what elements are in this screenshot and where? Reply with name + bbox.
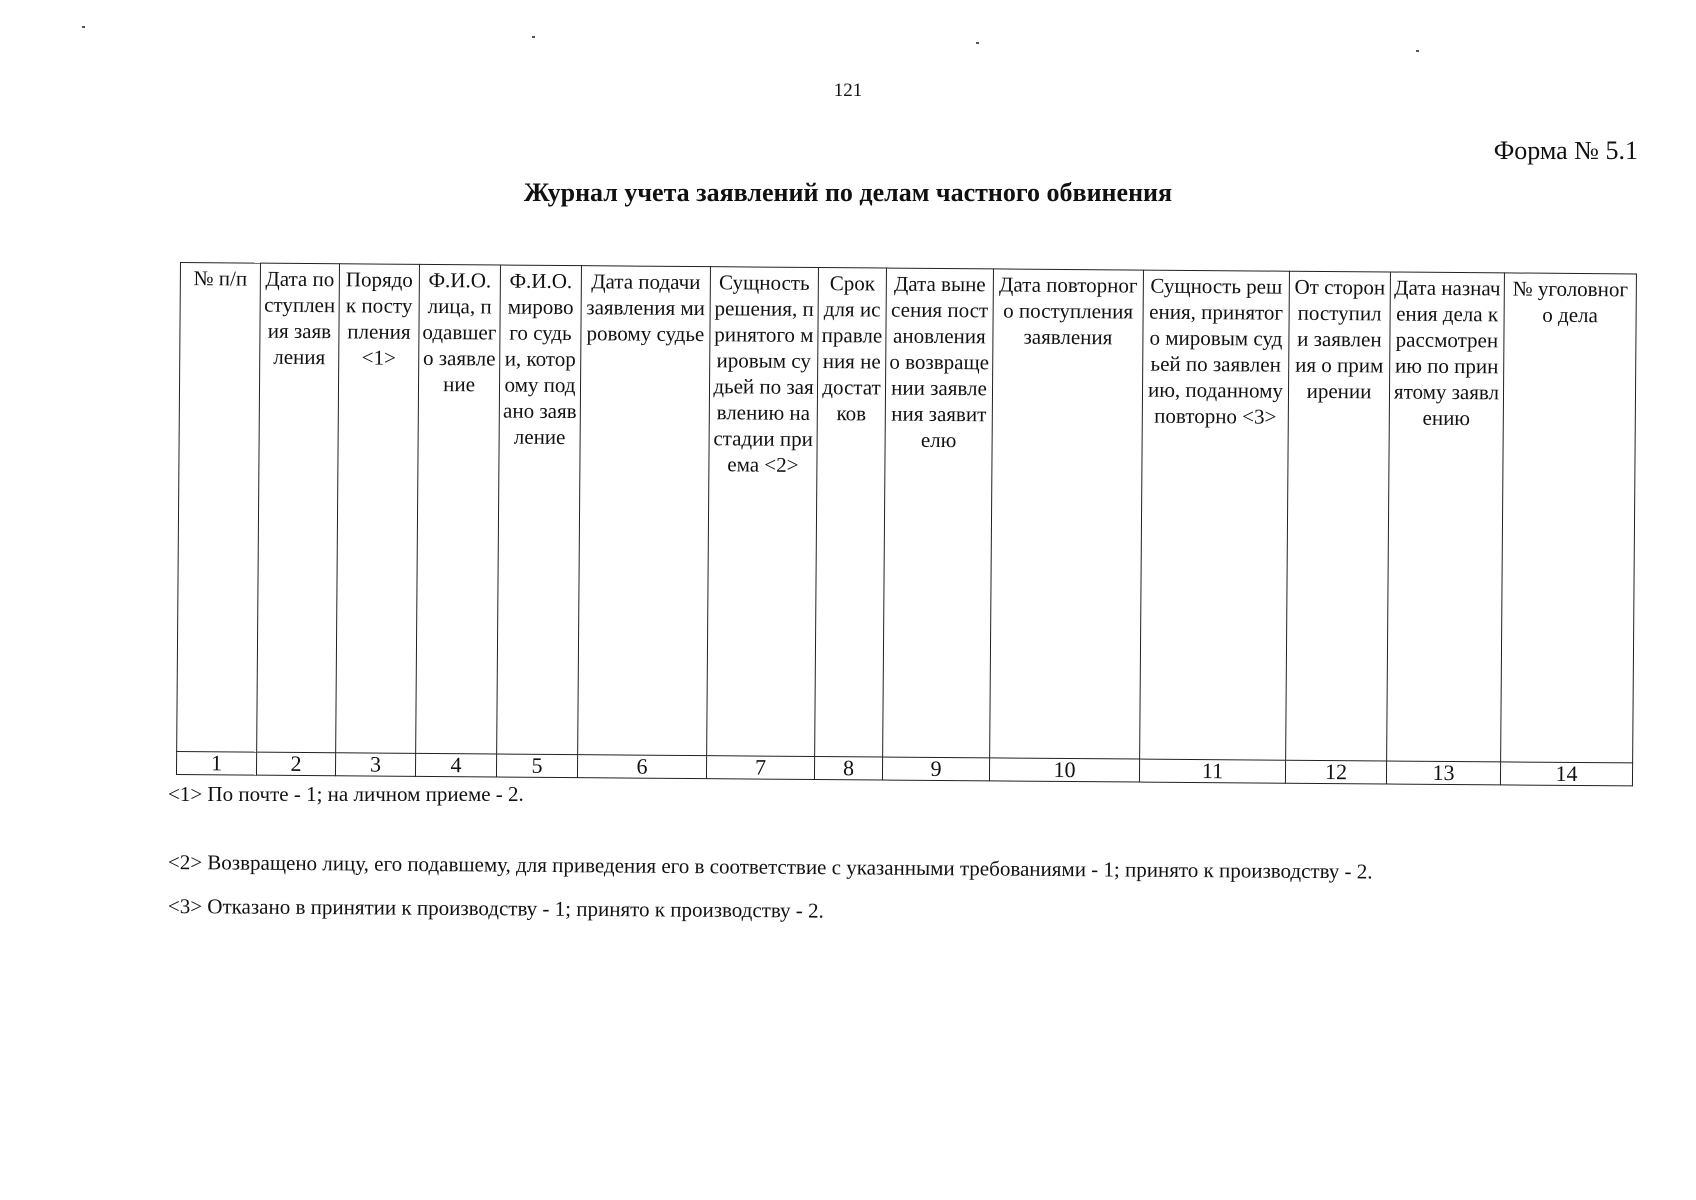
column-header: Ф.И.О. мирового судьи, которому подано заявление xyxy=(497,265,582,755)
column-number: 3 xyxy=(335,753,415,777)
column-number: 9 xyxy=(882,757,989,781)
column-header: От сторон поступили заявления о примирении xyxy=(1286,271,1391,761)
scan-speck xyxy=(1416,50,1419,52)
footnote-2: <2> Возвращено лицу, его подавшему, для приведения его в соответствие с указанными требованиями - 1; принято к производству - 2. xyxy=(167,850,1373,884)
scan-speck xyxy=(976,42,979,44)
column-number: 12 xyxy=(1285,760,1386,784)
page-number: 121 xyxy=(833,80,863,101)
column-number: 8 xyxy=(814,756,882,780)
column-number: 13 xyxy=(1386,761,1500,785)
journal-table-container xyxy=(176,262,1636,786)
column-header: Дата повторного поступления заявления xyxy=(990,269,1144,759)
header-row xyxy=(177,263,1637,763)
column-header: Дата назначения дела к рассмотрению по принятому заявлению xyxy=(1387,272,1505,762)
column-number: 1 xyxy=(176,751,256,775)
column-number: 4 xyxy=(415,753,496,777)
scan-speck xyxy=(82,26,85,28)
footnote-3: <3> Отказано в принятии к производству - 1; принято к производству - 2. xyxy=(167,894,824,923)
footnote-1: <1> По почте - 1; на личном приеме - 2. xyxy=(168,782,524,806)
column-header: Сущность решения, принятого мировым судьей по заявлению на стадии приема <2> xyxy=(707,267,819,757)
journal-table xyxy=(176,262,1637,786)
column-header: № п/п xyxy=(177,263,261,753)
scan-speck xyxy=(532,36,535,38)
column-header: Дата вынесения постановления о возвращении заявления заявителю xyxy=(883,268,994,758)
column-number: 7 xyxy=(706,756,814,780)
column-header: Ф.И.О. лица, подавшего заявление xyxy=(416,264,501,754)
column-number: 11 xyxy=(1139,759,1285,783)
column-number: 10 xyxy=(989,758,1139,782)
column-header: Сущность решения, принятого мировым судьей по заявлению, поданному повторно <3> xyxy=(1140,270,1290,760)
column-header: Дата поступления заявления xyxy=(257,263,340,753)
column-header: Срок для исправления недостатков xyxy=(815,268,887,758)
page-title: Журнал учета заявлений по делам частного обвинения xyxy=(523,178,1173,207)
form-number: Форма № 5.1 xyxy=(1493,136,1638,165)
column-header: Порядок поступления <1> xyxy=(336,264,420,754)
column-number: 14 xyxy=(1500,762,1632,786)
column-number: 6 xyxy=(577,755,706,779)
column-header: Дата подачи заявления мировому судье xyxy=(578,266,711,756)
column-header: № уголовного дела xyxy=(1501,273,1637,763)
column-number: 2 xyxy=(256,752,335,776)
column-number: 5 xyxy=(496,754,577,778)
